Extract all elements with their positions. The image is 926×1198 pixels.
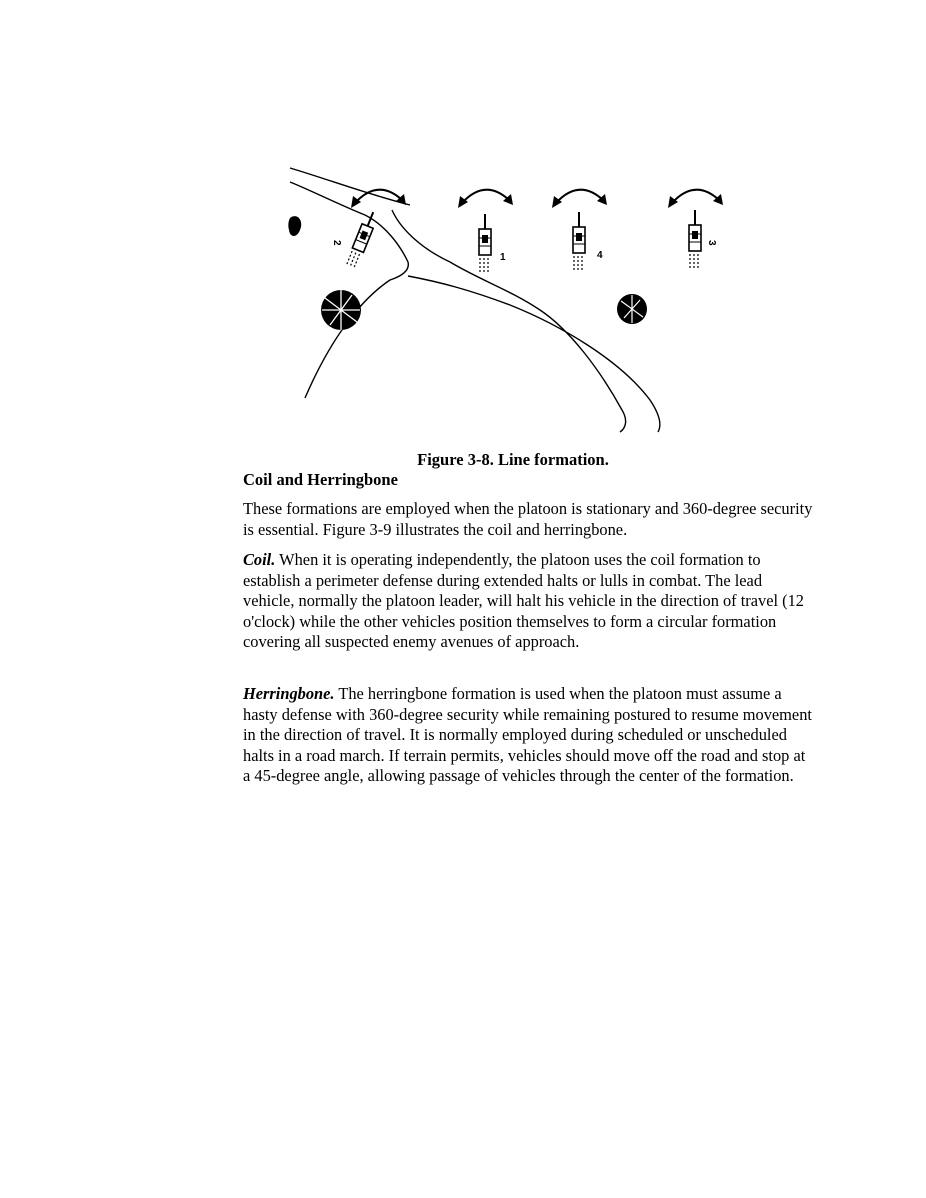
intro-paragraph: These formations are employed when the platoon is stationary and 360-degree security is essential. Figure 3-9 illustrates the coil and herringbone.	[243, 499, 813, 539]
tree-large	[321, 290, 361, 330]
tree-small-right	[617, 294, 647, 324]
coil-text: When it is operating independently, the platoon uses the coil formation to establish a perimeter defense during extended halts or lulls in combat. The lead vehicle, normally the platoon leader, will halt his vehicle in the direction of travel (12 o'clock) while the other vehicles position themselves to form a circular formation covering all suspected enemy avenues of approach.	[243, 550, 804, 652]
herringbone-text: The herringbone formation is used when the platoon must assume a hasty defense with 360-degree security while remaining postured to resume movement in the direction of travel. It is normally employed during scheduled or unscheduled halts in a road march. If terrain permits, vehicles should move off the road and stop at a 45-degree angle, allowing passage of vehicles through the center of the formation.	[243, 684, 812, 786]
vehicle-label-1: 1	[500, 252, 506, 263]
vehicle-1	[479, 214, 491, 274]
coil-paragraph	[243, 550, 813, 653]
vehicle-3	[689, 210, 701, 270]
herringbone-paragraph	[243, 684, 813, 787]
arrowheads	[351, 194, 723, 208]
vehicle-label-3: 3	[706, 240, 717, 246]
vehicle-2	[346, 210, 379, 268]
vehicle-label-4: 4	[597, 250, 603, 261]
vehicle-4	[573, 212, 585, 272]
figure-caption: Figure 3-8. Line formation.	[417, 450, 609, 469]
section-heading: Coil and Herringbone	[243, 470, 398, 489]
sector-arrows	[355, 190, 719, 203]
vehicle-label-2: 2	[331, 240, 342, 246]
bush-left	[288, 216, 301, 236]
coil-term: Coil.	[243, 550, 276, 569]
line-formation-figure	[280, 158, 740, 440]
herringbone-term: Herringbone.	[243, 684, 335, 703]
